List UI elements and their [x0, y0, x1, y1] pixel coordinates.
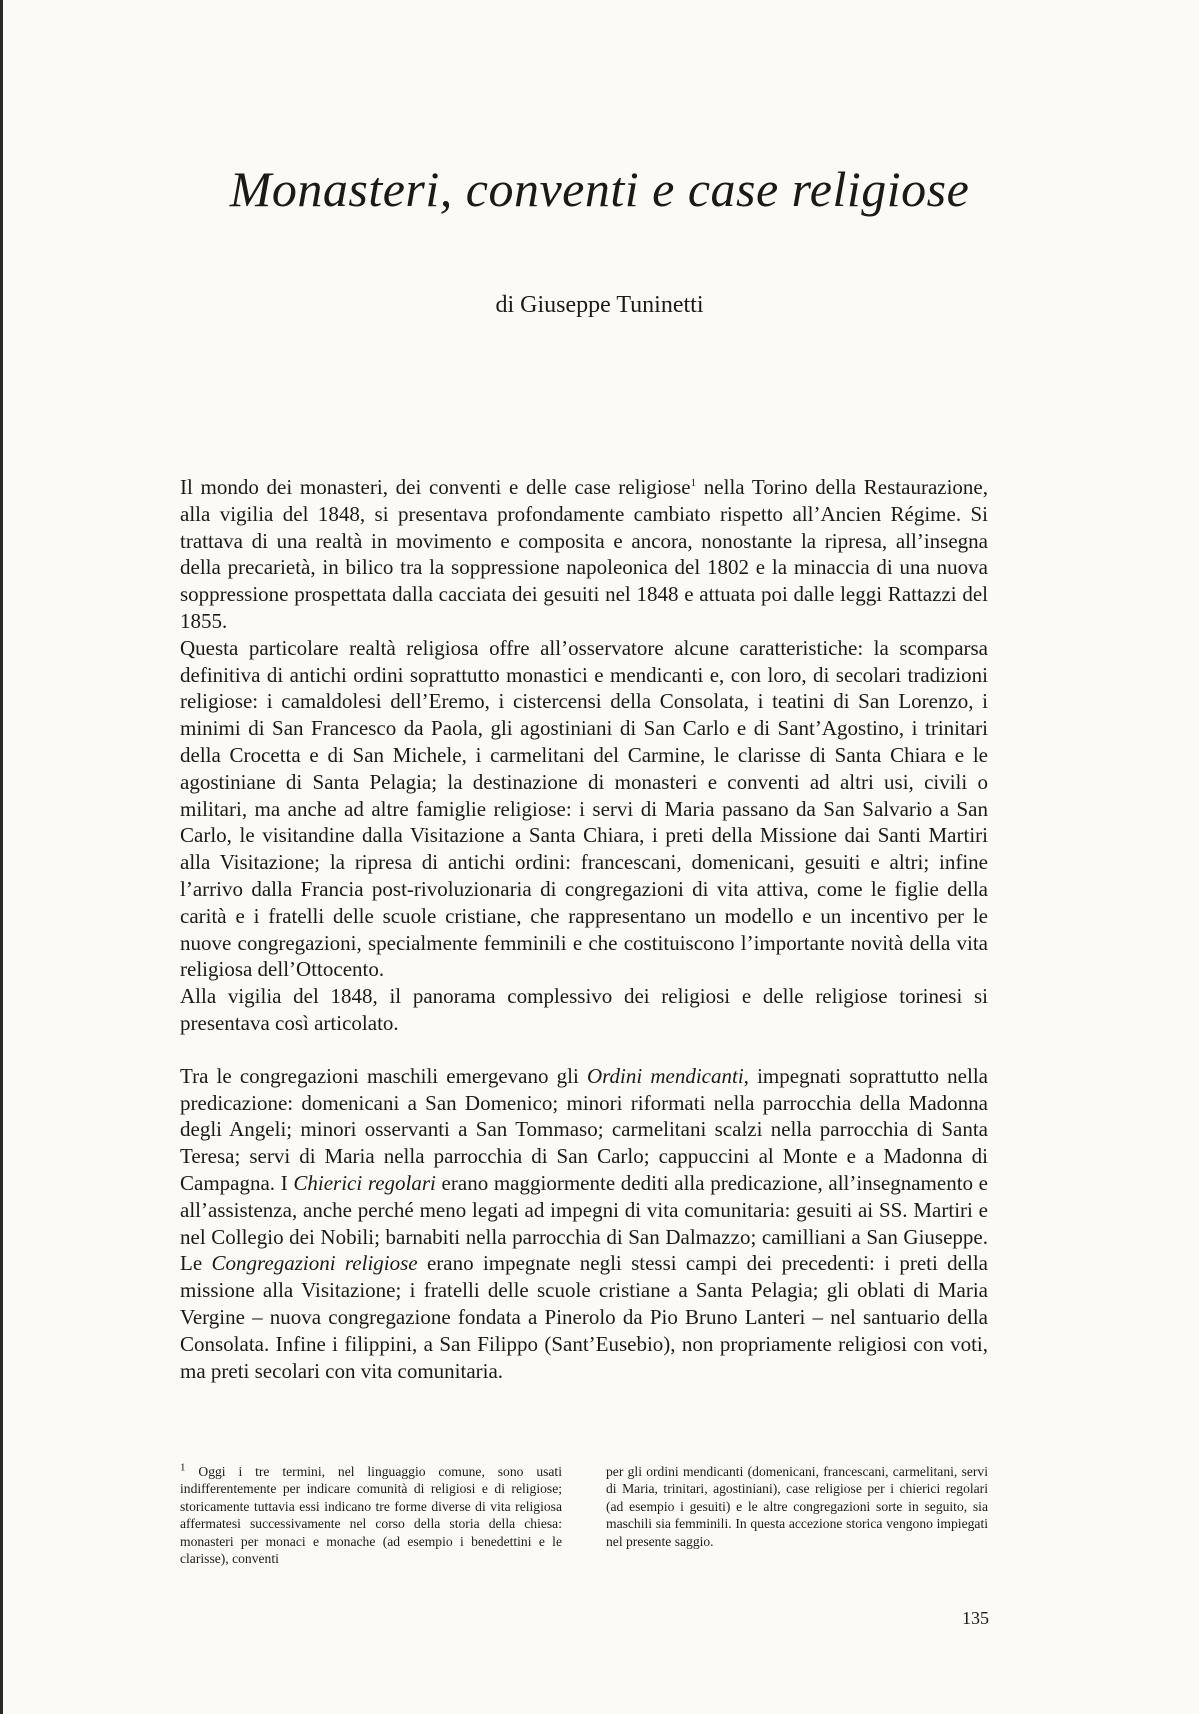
body-text [180, 474, 988, 1384]
term-ordini-mendicanti: Ordini mendicanti [586, 1063, 744, 1088]
paragraph-4-part-d: erano impegnate negli stessi campi dei precedenti: i preti della missione alla Visitazione; i fratelli delle scuole cristiane a Santa Pelagia; gli oblati di Maria Vergine – nuova congregazione fondata a Pinerolo da Pio Bruno Lanteri – nel santuario della Consolata. Infine i filippini, a San Filippo (Sant’Eusebio), non propriamente religiosi con voti, ma preti secolari con vita comunitaria. [180, 1251, 988, 1383]
paragraph-4-part-c: erano maggiormente dediti alla predicazione, all’insegnamento e all’assistenza, anche perché meno legati ad impegni di vita comunitaria: gesuiti ai SS. Martiri e nel Collegio dei Nobili; barnabiti nella parrocchia di San Dalmazzo; camilliani a San Giuseppe. Le [180, 1170, 988, 1276]
paragraph-1 [180, 474, 988, 635]
page-edge [0, 0, 3, 1714]
paragraph-1-start: Il mondo dei monasteri, dei conventi e delle case religiose [180, 475, 691, 499]
footnote-column-2: per gli ordini mendicanti (domenicani, francescani, carmelitani, servi di Maria, trinitari, agostiniani), case religiose per i chierici regolari (ad esempio i gesuiti) e le altre congregazioni sorte in seguito, sia maschili sia femminili. In questa accezione storica vengono impiegati nel presente saggio. [606, 1464, 988, 1549]
paragraph-1-end: nella Torino della Restaurazione, alla vigilia del 1848, si presentava profondamente cambiato rispetto all’Ancien Régime. Si trattava di una realtà in movimento e composita e ancora, nonostante la ripresa, all’insegna della precarietà, in bilico tra la soppressione napoleonica del 1802 e la minaccia di una nuova soppressione prospettata dalla cacciata dei gesuiti nel 1848 e attuata poi dalle leggi Rattazzi del 1855. [180, 475, 988, 633]
footnote-number: 1 [180, 1461, 186, 1474]
paragraph-4 [180, 1063, 988, 1385]
page-title: Monasteri, conventi e case religiose [229, 161, 970, 217]
paragraph-3: Alla vigilia del 1848, il panorama complessivo dei religiosi e delle religiose torinesi si presentava così articolato. [180, 984, 988, 1035]
paragraph-4-part-b: , impegnati soprattutto nella predicazione: domenicani a San Domenico; minori riformati nella parrocchia della Madonna degli Angeli; minori osservanti a San Tommaso; carmelitani scalzi nella parrocchia di Santa Teresa; servi di Maria nella parrocchia di San Carlo; cappuccini al Monte e a Madonna di Campagna. I [180, 1063, 988, 1195]
footnote-ref[interactable]: 1 [690, 477, 697, 489]
author-line: di Giuseppe Tuninetti [495, 292, 704, 318]
term-congregazioni-religiose: Congregazioni religiose [211, 1251, 418, 1276]
footnotes [180, 1463, 988, 1567]
footnote-column-1 [180, 1463, 562, 1567]
page-number: 135 [962, 1608, 989, 1628]
paragraph-2: Questa particolare realtà religiosa offre all’osservatore alcune caratteristiche: la scomparsa definitiva di antichi ordini soprattutto monastici e mendicanti e, con loro, di secolari tradizioni religiose: i camaldolesi dell’Eremo, i cistercensi della Consolata, i teatini di San Lorenzo, i minimi di San Francesco da Paola, gli agostiniani di San Carlo e di Sant’Agostino, i trinitari della Crocetta e di San Michele, i carmelitani del Carmine, le clarisse di Santa Chiara e le agostiniane di Santa Pelagia; la destinazione di monasteri e conventi ad altri usi, civili o militari, ma anche ad altre famiglie religiose: i servi di Maria passano da San Salvario a San Carlo, le visitandine dalla Visitazione a Santa Chiara, i preti della Missione dai Santi Martiri alla Visitazione; la ripresa di antichi ordini: francescani, domenicani, gesuiti e altri; infine l’arrivo dalla Francia post-rivoluzionaria di congregazioni di vita attiva, come le figlie della carità e i fratelli delle scuole cristiane, che rappresentano un modello e un incentivo per le nuove congregazioni, specialmente femminili e che costituiscono l’importante novità della vita religiosa dell’Ottocento. [180, 635, 988, 982]
term-chierici-regolari: Chierici regolari [293, 1170, 436, 1195]
paragraph-4-part-a: Tra le congregazioni maschili emergevano gli [180, 1063, 587, 1088]
footnote-text-1: Oggi i tre termini, nel linguaggio comune, sono usati indifferentemente per indicare comunità di religiosi e di religiose; storicamente tuttavia essi indicano tre forme diverse di vita religiosa affermatesi successivamente nel corso della storia della chiesa: monasteri per monaci e monache (ad esempio i benedettini e le clarisse), conventi [180, 1464, 562, 1567]
